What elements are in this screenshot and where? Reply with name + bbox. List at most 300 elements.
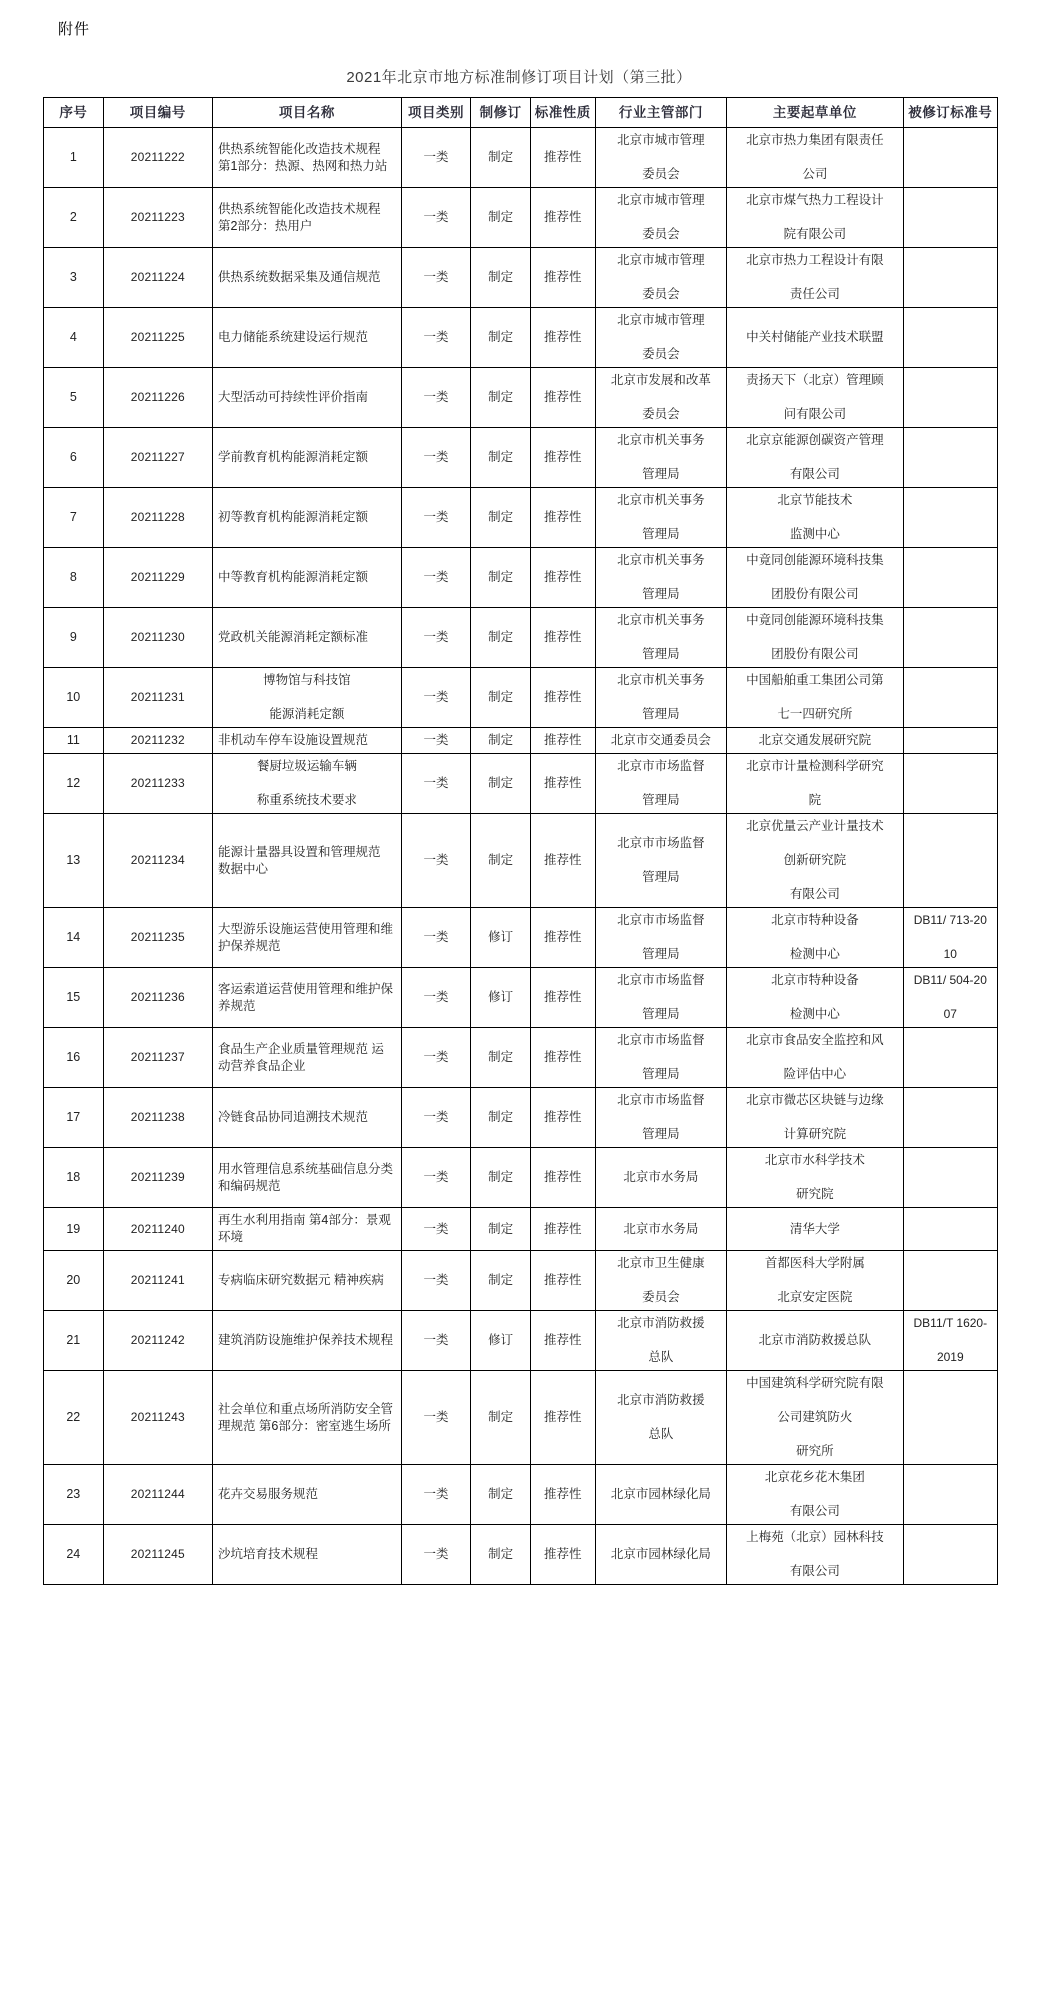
cell-drafter-line: 团股份有限公司 — [771, 647, 859, 661]
cell-seq: 23 — [44, 1465, 104, 1525]
cell-category: 一类 — [401, 814, 471, 908]
table-row — [44, 1371, 998, 1465]
cell-dept — [595, 754, 727, 814]
cell-code: 20211226 — [103, 368, 212, 428]
cell-nature: 推荐性 — [530, 968, 595, 1028]
cell-old-standard — [903, 1311, 997, 1371]
cell-drafter-line: 中国建筑科学研究院有限 — [746, 1376, 884, 1390]
cell-nature: 推荐性 — [530, 608, 595, 668]
cell-seq: 21 — [44, 1311, 104, 1371]
table-row — [44, 608, 998, 668]
cell-drafter — [727, 608, 903, 668]
cell-category: 一类 — [401, 428, 471, 488]
cell-nature: 推荐性 — [530, 1251, 595, 1311]
cell-dept — [595, 1251, 727, 1311]
cell-dept — [595, 608, 727, 668]
cell-drafter — [727, 488, 903, 548]
cell-dept-line: 北京市市场监督 — [617, 759, 705, 773]
cell-drafter — [727, 1028, 903, 1088]
col-header-category: 项目类别 — [401, 98, 471, 128]
cell-drafter-line: 北京市微芯区块链与边缘 — [746, 1093, 884, 1107]
cell-dept-line: 北京市卫生健康 — [617, 1256, 705, 1270]
cell-drafter-line: 有限公司 — [789, 1564, 840, 1578]
cell-drafter-line: 北京市计量检测科学研究 — [746, 759, 884, 773]
cell-code: 20211234 — [103, 814, 212, 908]
cell-dept-line: 管理局 — [642, 467, 680, 481]
cell-dept-line: 北京市市场监督 — [617, 973, 705, 987]
cell-seq: 24 — [44, 1525, 104, 1585]
cell-old-standard — [903, 1251, 997, 1311]
table-header — [44, 98, 998, 128]
table-row — [44, 1208, 998, 1251]
cell-project-name: 建筑消防设施维护保养技术规程 — [212, 1311, 401, 1371]
table-body — [44, 128, 998, 1585]
cell-dept-line: 管理局 — [642, 870, 680, 884]
cell-dept — [595, 1208, 727, 1251]
table-row — [44, 728, 998, 754]
col-header-name: 项目名称 — [212, 98, 401, 128]
cell-category: 一类 — [401, 128, 471, 188]
cell-old-standard-line: 2019 — [936, 1350, 964, 1364]
cell-category: 一类 — [401, 1251, 471, 1311]
cell-seq: 22 — [44, 1371, 104, 1465]
cell-category: 一类 — [401, 368, 471, 428]
cell-drafter — [727, 968, 903, 1028]
col-header-seq: 序号 — [44, 98, 104, 128]
attachment-label: 附件 — [58, 21, 91, 38]
cell-dept — [595, 968, 727, 1028]
cell-project-name: 食品生产企业质量管理规范 运动营养食品企业 — [212, 1028, 401, 1088]
col-header-old-standard: 被修订标准号 — [903, 98, 997, 128]
table-row — [44, 1028, 998, 1088]
cell-code: 20211222 — [103, 128, 212, 188]
cell-code: 20211224 — [103, 248, 212, 308]
cell-drafter — [727, 1371, 903, 1465]
cell-drafter — [727, 1525, 903, 1585]
cell-old-standard — [903, 248, 997, 308]
cell-seq: 4 — [44, 308, 104, 368]
cell-seq: 3 — [44, 248, 104, 308]
cell-code: 20211230 — [103, 608, 212, 668]
table-row — [44, 1148, 998, 1208]
cell-dept — [595, 368, 727, 428]
cell-category: 一类 — [401, 754, 471, 814]
cell-seq: 12 — [44, 754, 104, 814]
header-row — [44, 98, 998, 128]
cell-dept-line: 北京市市场监督 — [617, 913, 705, 927]
cell-old-standard — [903, 968, 997, 1028]
cell-project-name: 非机动车停车设施设置规范 — [212, 728, 401, 754]
cell-nature: 推荐性 — [530, 368, 595, 428]
cell-dept-line: 管理局 — [642, 793, 680, 807]
cell-revision: 制定 — [471, 308, 531, 368]
cell-drafter-line: 院 — [808, 793, 822, 807]
cell-revision: 修订 — [471, 908, 531, 968]
cell-old-standard-line: DB11/T 1620- — [913, 1316, 988, 1330]
cell-revision: 制定 — [471, 754, 531, 814]
cell-seq: 18 — [44, 1148, 104, 1208]
cell-drafter — [727, 814, 903, 908]
cell-project-name: 用水管理信息系统基础信息分类和编码规范 — [212, 1148, 401, 1208]
table-row — [44, 488, 998, 548]
cell-nature: 推荐性 — [530, 1371, 595, 1465]
cell-dept — [595, 128, 727, 188]
cell-category: 一类 — [401, 188, 471, 248]
cell-old-standard — [903, 1028, 997, 1088]
cell-drafter — [727, 908, 903, 968]
cell-drafter-line: 北京市食品安全监控和风 — [746, 1033, 884, 1047]
cell-old-standard — [903, 814, 997, 908]
cell-drafter-line: 责任公司 — [789, 287, 840, 301]
cell-category: 一类 — [401, 908, 471, 968]
cell-revision: 制定 — [471, 488, 531, 548]
cell-old-standard — [903, 188, 997, 248]
cell-project-name: 学前教育机构能源消耗定额 — [212, 428, 401, 488]
cell-revision: 制定 — [471, 1088, 531, 1148]
cell-nature: 推荐性 — [530, 754, 595, 814]
cell-drafter — [727, 368, 903, 428]
cell-project-name: 供热系统智能化改造技术规程 第2部分：热用户 — [212, 188, 401, 248]
cell-seq: 16 — [44, 1028, 104, 1088]
cell-old-standard — [903, 128, 997, 188]
cell-drafter-line: 北京花乡花木集团 — [764, 1470, 865, 1484]
cell-seq: 7 — [44, 488, 104, 548]
cell-revision: 制定 — [471, 1028, 531, 1088]
cell-old-standard — [903, 908, 997, 968]
cell-drafter-line: 北京市特种设备 — [771, 913, 859, 927]
cell-dept-line: 委员会 — [642, 347, 680, 361]
cell-drafter-line: 计算研究院 — [783, 1127, 847, 1141]
cell-seq: 5 — [44, 368, 104, 428]
cell-revision: 制定 — [471, 1525, 531, 1585]
col-header-code: 项目编号 — [103, 98, 212, 128]
cell-revision: 修订 — [471, 968, 531, 1028]
cell-dept — [595, 548, 727, 608]
cell-drafter-line: 中竟同创能源环境科技集 — [746, 553, 884, 567]
cell-category: 一类 — [401, 1148, 471, 1208]
cell-project-name — [212, 754, 401, 814]
cell-project-name: 大型活动可持续性评价指南 — [212, 368, 401, 428]
table-row — [44, 368, 998, 428]
cell-drafter — [727, 728, 903, 754]
cell-dept — [595, 1465, 727, 1525]
cell-project-name: 供热系统智能化改造技术规程 第1部分：热源、热网和热力站 — [212, 128, 401, 188]
cell-dept-line: 管理局 — [642, 1067, 680, 1081]
cell-revision: 制定 — [471, 128, 531, 188]
cell-project-name: 供热系统数据采集及通信规范 — [212, 248, 401, 308]
cell-code: 20211238 — [103, 1088, 212, 1148]
cell-dept-line: 北京市机关事务 — [617, 673, 705, 687]
cell-old-standard — [903, 754, 997, 814]
table-row — [44, 668, 998, 728]
cell-drafter-line: 公司建筑防火 — [777, 1410, 853, 1424]
cell-project-name: 能源计量器具设置和管理规范 数据中心 — [212, 814, 401, 908]
cell-dept-line: 北京市城市管理 — [617, 133, 705, 147]
cell-seq: 10 — [44, 668, 104, 728]
cell-category: 一类 — [401, 1311, 471, 1371]
cell-dept-line: 委员会 — [642, 1290, 680, 1304]
cell-code: 20211242 — [103, 1311, 212, 1371]
cell-project-name: 中等教育机构能源消耗定额 — [212, 548, 401, 608]
cell-old-standard — [903, 668, 997, 728]
cell-revision: 制定 — [471, 1208, 531, 1251]
cell-revision: 制定 — [471, 1371, 531, 1465]
cell-dept-line: 北京市消防救援 — [617, 1393, 705, 1407]
cell-dept-line: 管理局 — [642, 1127, 680, 1141]
cell-old-standard-line: 07 — [943, 1007, 957, 1021]
cell-drafter-line: 北京优量云产业计量技术 — [746, 819, 884, 833]
cell-drafter-line: 北京市煤气热力工程设计 — [746, 193, 884, 207]
cell-category: 一类 — [401, 1465, 471, 1525]
cell-revision: 制定 — [471, 188, 531, 248]
cell-dept-line: 总队 — [648, 1427, 674, 1441]
cell-drafter — [727, 1088, 903, 1148]
cell-seq: 11 — [44, 728, 104, 754]
cell-dept-line: 北京市市场监督 — [617, 1033, 705, 1047]
cell-dept — [595, 428, 727, 488]
cell-dept — [595, 1311, 727, 1371]
cell-dept-line: 北京市机关事务 — [617, 433, 705, 447]
cell-nature: 推荐性 — [530, 308, 595, 368]
table-row — [44, 1311, 998, 1371]
cell-drafter — [727, 308, 903, 368]
cell-code: 20211228 — [103, 488, 212, 548]
cell-dept — [595, 908, 727, 968]
cell-project-name: 花卉交易服务规范 — [212, 1465, 401, 1525]
cell-category: 一类 — [401, 1088, 471, 1148]
cell-project-name: 冷链食品协同追溯技术规范 — [212, 1088, 401, 1148]
cell-old-standard — [903, 1525, 997, 1585]
cell-dept — [595, 248, 727, 308]
cell-seq: 13 — [44, 814, 104, 908]
cell-code: 20211235 — [103, 908, 212, 968]
cell-dept-line: 管理局 — [642, 527, 680, 541]
cell-dept-line: 北京市机关事务 — [617, 493, 705, 507]
cell-dept — [595, 1148, 727, 1208]
cell-dept — [595, 1088, 727, 1148]
col-header-dept: 行业主管部门 — [595, 98, 727, 128]
cell-old-standard — [903, 728, 997, 754]
cell-nature: 推荐性 — [530, 1465, 595, 1525]
cell-code: 20211223 — [103, 188, 212, 248]
cell-seq: 17 — [44, 1088, 104, 1148]
cell-project-name: 再生水利用指南 第4部分：景观环境 — [212, 1208, 401, 1251]
cell-category: 一类 — [401, 728, 471, 754]
col-header-revision: 制修订 — [471, 98, 531, 128]
cell-dept-line: 北京市机关事务 — [617, 613, 705, 627]
cell-old-standard — [903, 308, 997, 368]
cell-dept-line: 管理局 — [642, 587, 680, 601]
cell-dept — [595, 308, 727, 368]
cell-drafter-line: 研究所 — [796, 1444, 834, 1458]
col-header-drafter: 主要起草单位 — [727, 98, 903, 128]
cell-drafter-line: 中关村储能产业技术联盟 — [746, 330, 884, 344]
cell-code: 20211236 — [103, 968, 212, 1028]
cell-dept-line: 总队 — [648, 1350, 674, 1364]
cell-category: 一类 — [401, 1208, 471, 1251]
cell-old-standard — [903, 428, 997, 488]
cell-nature: 推荐性 — [530, 668, 595, 728]
cell-drafter — [727, 1148, 903, 1208]
cell-nature: 推荐性 — [530, 728, 595, 754]
cell-dept-line: 管理局 — [642, 947, 680, 961]
cell-revision: 修订 — [471, 1311, 531, 1371]
cell-drafter — [727, 754, 903, 814]
cell-dept-line: 北京市城市管理 — [617, 193, 705, 207]
cell-drafter-line: 北京京能源创碳资产管理 — [746, 433, 884, 447]
cell-dept-line: 北京市水务局 — [623, 1221, 699, 1236]
cell-code: 20211244 — [103, 1465, 212, 1525]
table-row — [44, 548, 998, 608]
cell-revision: 制定 — [471, 608, 531, 668]
cell-project-name — [212, 668, 401, 728]
cell-drafter-line: 七一四研究所 — [777, 707, 853, 721]
cell-dept-line: 委员会 — [642, 227, 680, 241]
table-row — [44, 428, 998, 488]
cell-drafter-line: 中竟同创能源环境科技集 — [746, 613, 884, 627]
table-row — [44, 814, 998, 908]
cell-category: 一类 — [401, 968, 471, 1028]
cell-code: 20211237 — [103, 1028, 212, 1088]
cell-dept-line: 北京市消防救援 — [617, 1316, 705, 1330]
cell-old-standard-line: DB11/ 504-20 — [913, 973, 987, 987]
cell-dept-line: 北京市机关事务 — [617, 553, 705, 567]
cell-drafter-line: 北京交通发展研究院 — [758, 733, 872, 747]
cell-code: 20211245 — [103, 1525, 212, 1585]
table-row — [44, 968, 998, 1028]
cell-drafter-line: 有限公司 — [789, 887, 840, 901]
cell-nature: 推荐性 — [530, 1311, 595, 1371]
cell-old-standard — [903, 1148, 997, 1208]
cell-revision: 制定 — [471, 1251, 531, 1311]
cell-category: 一类 — [401, 608, 471, 668]
cell-nature: 推荐性 — [530, 248, 595, 308]
page-title: 2021年北京市地方标准制修订项目计划（第三批） — [346, 69, 692, 86]
cell-seq: 14 — [44, 908, 104, 968]
cell-dept-line: 北京市交通委员会 — [610, 733, 711, 747]
cell-code: 20211231 — [103, 668, 212, 728]
cell-dept-line: 委员会 — [642, 287, 680, 301]
cell-category: 一类 — [401, 548, 471, 608]
cell-seq: 2 — [44, 188, 104, 248]
document-page — [0, 20, 1038, 1585]
cell-dept-line: 管理局 — [642, 707, 680, 721]
table-row — [44, 1088, 998, 1148]
cell-drafter-line: 有限公司 — [789, 1504, 840, 1518]
cell-drafter-line: 北京市特种设备 — [771, 973, 859, 987]
cell-category: 一类 — [401, 488, 471, 548]
cell-dept-line: 管理局 — [642, 1007, 680, 1021]
table-row — [44, 248, 998, 308]
cell-dept-line: 委员会 — [642, 167, 680, 181]
cell-drafter — [727, 548, 903, 608]
cell-code: 20211240 — [103, 1208, 212, 1251]
cell-nature: 推荐性 — [530, 1028, 595, 1088]
cell-seq: 20 — [44, 1251, 104, 1311]
cell-code: 20211225 — [103, 308, 212, 368]
cell-drafter-line: 问有限公司 — [783, 407, 847, 421]
cell-revision: 制定 — [471, 368, 531, 428]
cell-nature: 推荐性 — [530, 188, 595, 248]
cell-project-name: 电力储能系统建设运行规范 — [212, 308, 401, 368]
cell-dept — [595, 488, 727, 548]
cell-drafter-line: 北京市水科学技术 — [764, 1153, 865, 1167]
cell-old-standard — [903, 1088, 997, 1148]
cell-revision: 制定 — [471, 548, 531, 608]
cell-project-name: 大型游乐设施运营使用管理和维护保养规范 — [212, 908, 401, 968]
cell-nature: 推荐性 — [530, 1208, 595, 1251]
cell-category: 一类 — [401, 308, 471, 368]
cell-dept — [595, 728, 727, 754]
cell-code: 20211241 — [103, 1251, 212, 1311]
cell-dept-line: 北京市园林绿化局 — [610, 1487, 711, 1501]
cell-category: 一类 — [401, 248, 471, 308]
cell-drafter-line: 监测中心 — [789, 527, 840, 541]
cell-drafter-line: 责扬天下（北京）管理顾 — [746, 373, 884, 387]
cell-drafter-line: 清华大学 — [789, 1221, 840, 1236]
cell-old-standard-line: DB11/ 713-20 — [913, 913, 987, 927]
table-container — [0, 97, 1038, 1585]
cell-dept — [595, 1525, 727, 1585]
cell-old-standard-line: 10 — [943, 947, 957, 961]
cell-revision: 制定 — [471, 1148, 531, 1208]
cell-drafter — [727, 1311, 903, 1371]
cell-old-standard — [903, 608, 997, 668]
cell-nature: 推荐性 — [530, 548, 595, 608]
table-row — [44, 754, 998, 814]
cell-code: 20211233 — [103, 754, 212, 814]
cell-dept-line: 委员会 — [642, 407, 680, 421]
cell-project-name-line: 博物馆与科技馆 — [263, 673, 351, 687]
cell-old-standard — [903, 368, 997, 428]
cell-drafter — [727, 1465, 903, 1525]
cell-code: 20211243 — [103, 1371, 212, 1465]
cell-dept-line: 北京市城市管理 — [617, 313, 705, 327]
cell-old-standard — [903, 548, 997, 608]
cell-code: 20211227 — [103, 428, 212, 488]
cell-drafter-line: 团股份有限公司 — [771, 587, 859, 601]
cell-project-name: 沙坑培育技术规程 — [212, 1525, 401, 1585]
table-row — [44, 1465, 998, 1525]
cell-dept — [595, 668, 727, 728]
cell-dept-line: 北京市市场监督 — [617, 836, 705, 850]
cell-nature: 推荐性 — [530, 128, 595, 188]
table-row — [44, 1525, 998, 1585]
col-header-nature: 标准性质 — [530, 98, 595, 128]
cell-seq: 15 — [44, 968, 104, 1028]
cell-drafter-line: 险评估中心 — [783, 1067, 847, 1081]
cell-drafter-line: 北京市消防救援总队 — [758, 1333, 872, 1347]
cell-project-name-line: 能源消耗定额 — [269, 707, 345, 721]
cell-nature: 推荐性 — [530, 428, 595, 488]
cell-drafter — [727, 188, 903, 248]
cell-drafter-line: 公司 — [802, 167, 828, 181]
table-row — [44, 908, 998, 968]
table-row — [44, 128, 998, 188]
cell-seq: 1 — [44, 128, 104, 188]
cell-nature: 推荐性 — [530, 1088, 595, 1148]
cell-drafter-line: 检测中心 — [789, 947, 840, 961]
cell-code: 20211232 — [103, 728, 212, 754]
cell-project-name: 客运索道运营使用管理和维护保养规范 — [212, 968, 401, 1028]
cell-drafter-line: 北京节能技术 — [777, 493, 853, 507]
cell-dept — [595, 814, 727, 908]
table-row — [44, 308, 998, 368]
cell-drafter-line: 研究院 — [796, 1187, 834, 1201]
cell-dept-line: 北京市水务局 — [623, 1170, 699, 1184]
cell-nature: 推荐性 — [530, 488, 595, 548]
cell-drafter — [727, 1251, 903, 1311]
